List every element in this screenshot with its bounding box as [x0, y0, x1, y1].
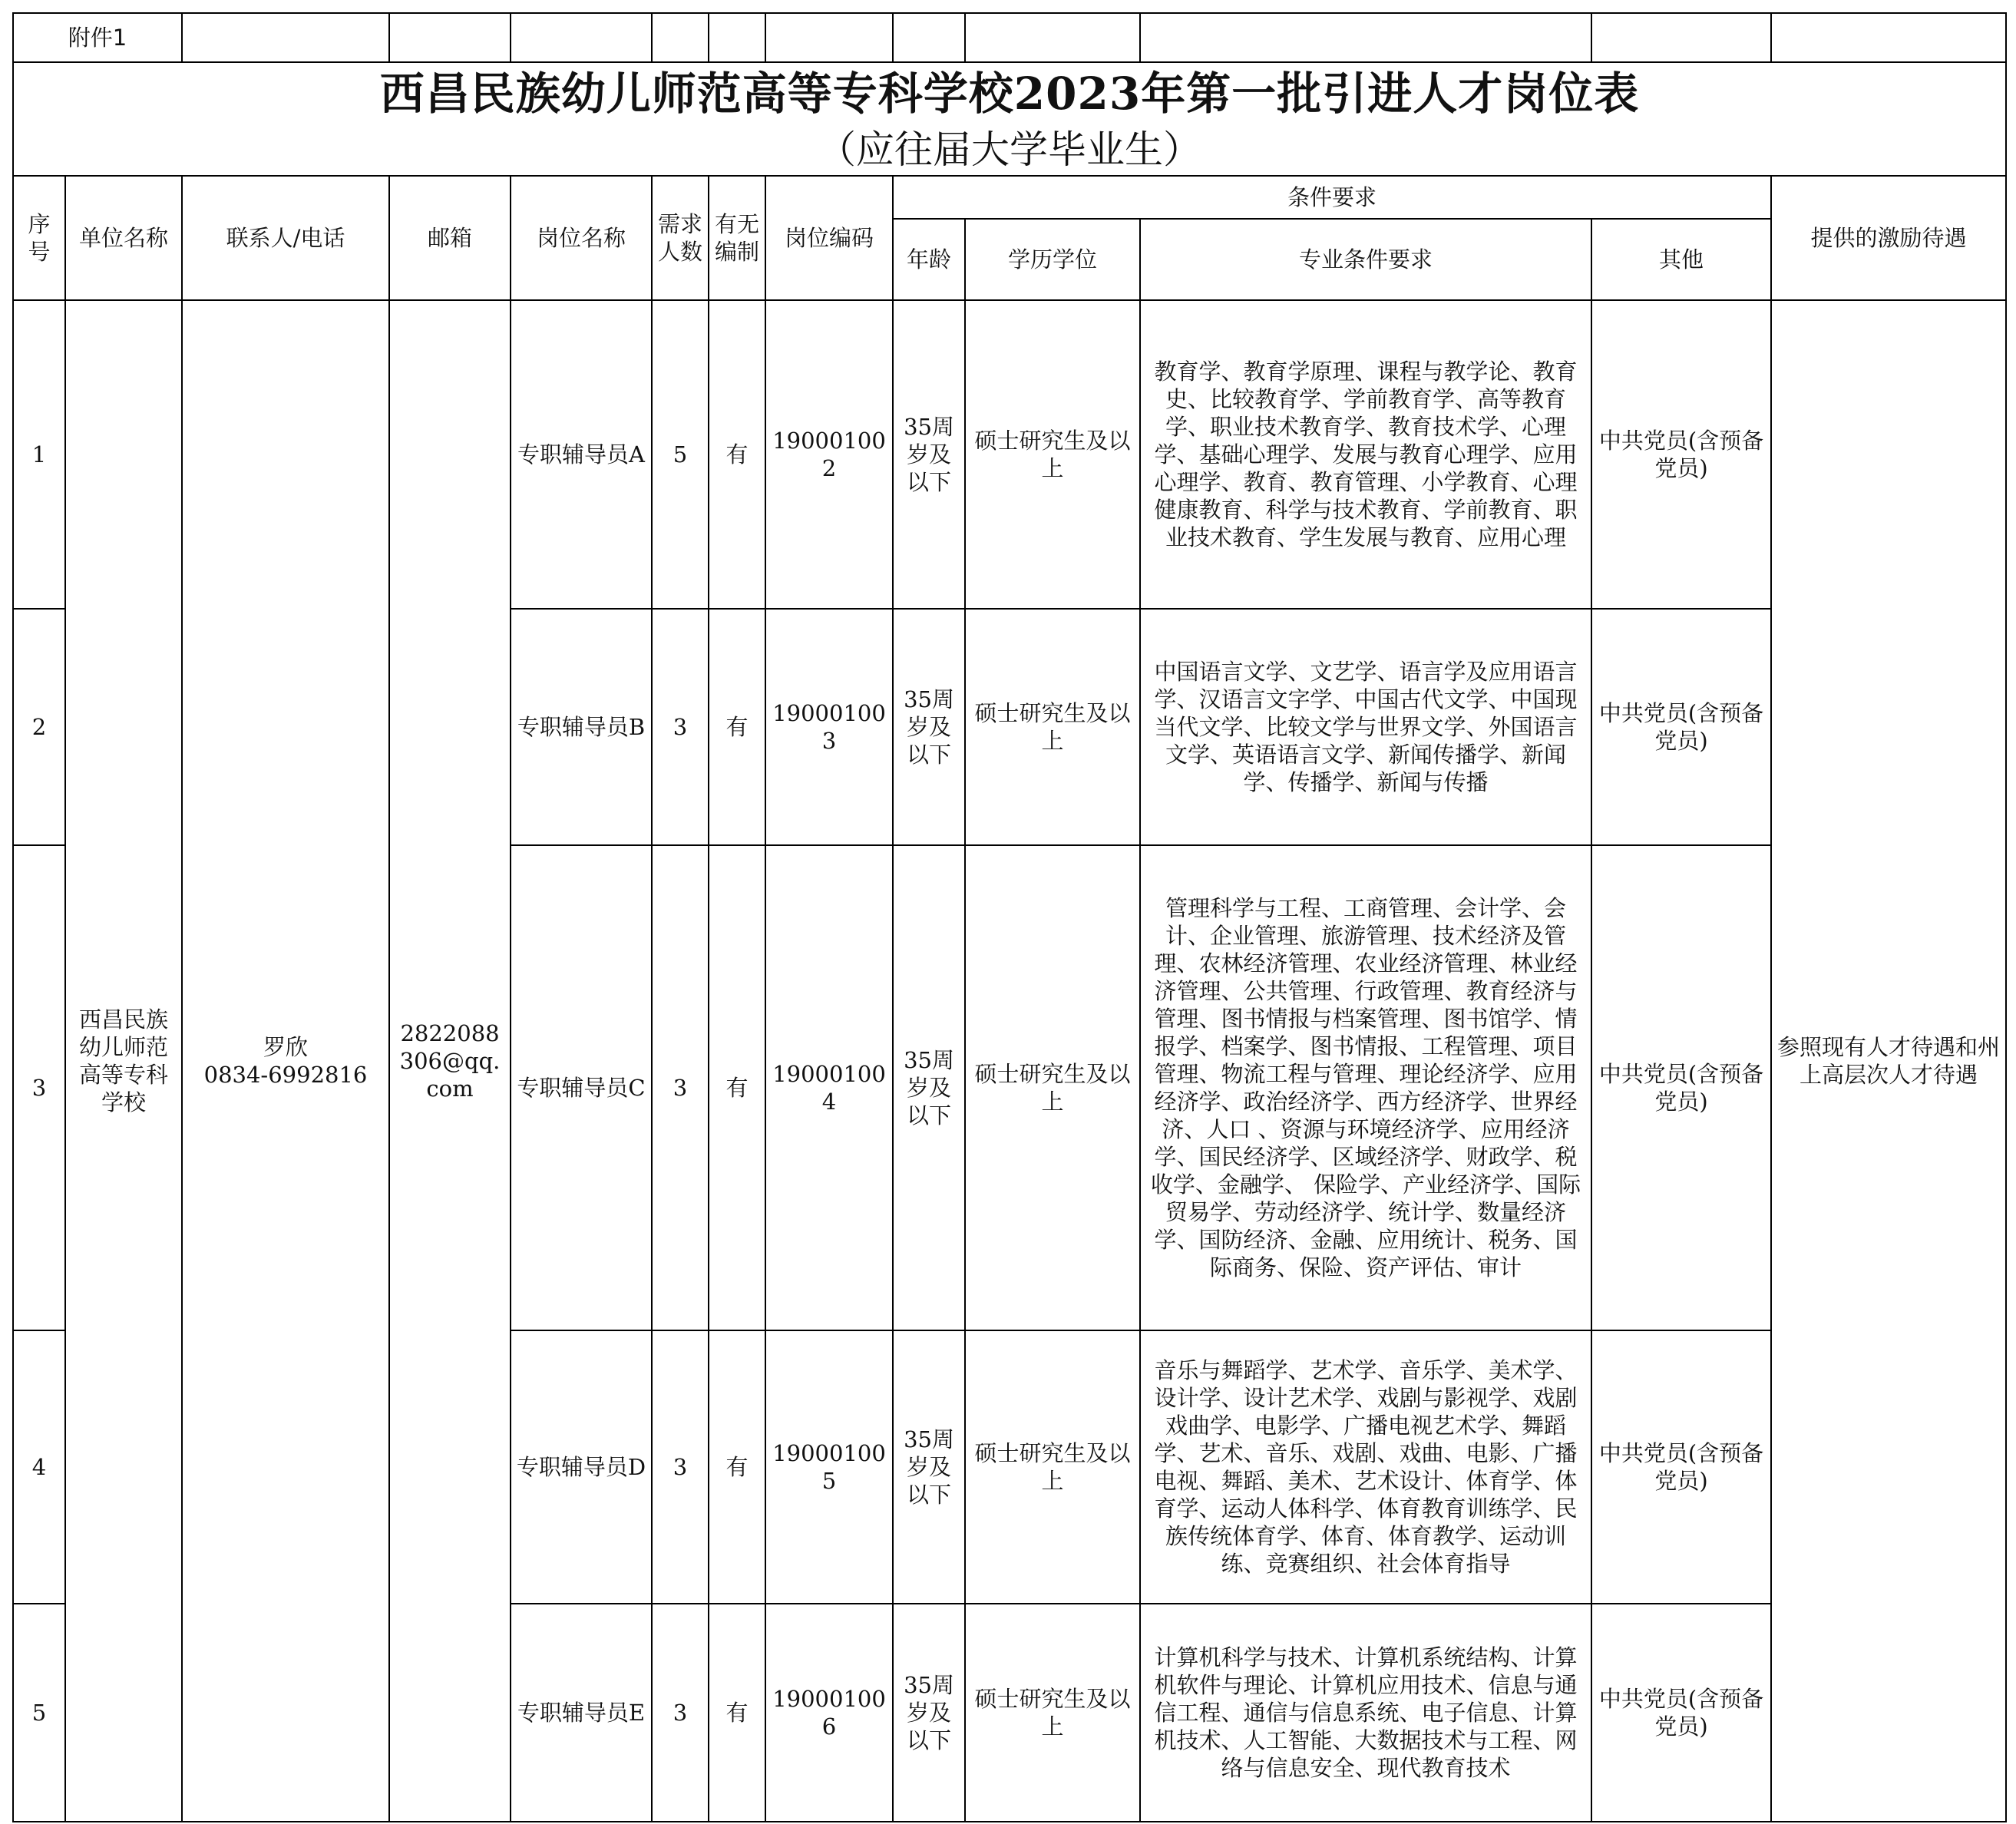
benefits-text: 参照现有人才待遇和州上高层次人才待遇: [1771, 300, 2006, 1822]
row-major: 音乐与舞蹈学、艺术学、音乐学、美术学、设计学、设计艺术学、戏剧与影视学、戏剧戏曲学、电影学、广播电视艺术学、舞蹈学、艺术、音乐、戏剧、戏曲、电影、广播电视、舞蹈、美术、艺术设计、体育学、体育学、运动人体科学、体育教育训练学、民族传统体育学、体育、体育教学、运动训练、竞赛组织、社会体育指导: [1140, 1330, 1591, 1604]
header-conditions: 条件要求: [893, 176, 1771, 219]
header-education: 学历学位: [965, 219, 1140, 300]
row-establishment: 有: [709, 609, 765, 845]
row-post-code: 190001002: [765, 300, 893, 609]
attachment-label: 附件1: [13, 13, 182, 62]
row-education: 硕士研究生及以上: [965, 1330, 1140, 1604]
row-age: 35周岁及以下: [893, 1604, 965, 1822]
email-address: 2822088306@qq.com: [389, 300, 511, 1822]
header-seq: 序号: [13, 176, 65, 300]
row-major: 中国语言文学、文艺学、语言学及应用语言学、汉语言文字学、中国古代文学、中国现当代文学、比较文学与世界文学、外国语言文学、英语语言文学、新闻传播学、新闻学、传播学、新闻与传播: [1140, 609, 1591, 845]
row-post-name: 专职辅导员D: [511, 1330, 652, 1604]
row-post-name: 专职辅导员A: [511, 300, 652, 609]
row-establishment: 有: [709, 1330, 765, 1604]
page-subtitle: （应往届大学毕业生）: [818, 127, 1201, 172]
row-other: 中共党员(含预备党员): [1591, 1604, 1771, 1822]
header-benefits: 提供的激励待遇: [1771, 176, 2006, 300]
header-post-code: 岗位编码: [765, 176, 893, 300]
row-seq: 4: [13, 1330, 65, 1604]
row-education: 硕士研究生及以上: [965, 1604, 1140, 1822]
page-title: 西昌民族幼儿师范高等专科学校2023年第一批引进人才岗位表: [379, 68, 1640, 120]
row-demand: 3: [652, 1604, 709, 1822]
unit-name: 西昌民族幼儿师范高等专科学校: [65, 300, 182, 1822]
header-major: 专业条件要求: [1140, 219, 1591, 300]
table-row: [13, 300, 2006, 609]
header-email: 邮箱: [389, 176, 511, 300]
row-education: 硕士研究生及以上: [965, 300, 1140, 609]
row-post-name: 专职辅导员E: [511, 1604, 652, 1822]
row-demand: 5: [652, 300, 709, 609]
row-major: 教育学、教育学原理、课程与教学论、教育史、比较教育学、学前教育学、高等教育学、职业技术教育学、教育技术学、心理学、基础心理学、发展与教育心理学、应用心理学、教育、教育管理、小学教育、心理健康教育、科学与技术教育、学前教育、职业技术教育、学生发展与教育、应用心理: [1140, 300, 1591, 609]
row-post-code: 190001003: [765, 609, 893, 845]
row-demand: 3: [652, 845, 709, 1330]
row-post-name: 专职辅导员C: [511, 845, 652, 1330]
header-contact: 联系人/电话: [182, 176, 389, 300]
row-age: 35周岁及以下: [893, 609, 965, 845]
row-other: 中共党员(含预备党员): [1591, 845, 1771, 1330]
label-row: [13, 13, 2006, 62]
row-post-code: 190001006: [765, 1604, 893, 1822]
header-post-name: 岗位名称: [511, 176, 652, 300]
row-seq: 1: [13, 300, 65, 609]
row-establishment: 有: [709, 845, 765, 1330]
header-age: 年龄: [893, 219, 965, 300]
contact-info: 罗欣 0834-6992816: [182, 300, 389, 1822]
row-seq: 5: [13, 1604, 65, 1822]
row-seq: 2: [13, 609, 65, 845]
row-establishment: 有: [709, 300, 765, 609]
row-age: 35周岁及以下: [893, 300, 965, 609]
row-education: 硕士研究生及以上: [965, 609, 1140, 845]
title-cell: [13, 62, 2006, 176]
row-age: 35周岁及以下: [893, 1330, 965, 1604]
row-seq: 3: [13, 845, 65, 1330]
row-other: 中共党员(含预备党员): [1591, 300, 1771, 609]
row-demand: 3: [652, 1330, 709, 1604]
header-demand: 需求人数: [652, 176, 709, 300]
row-establishment: 有: [709, 1604, 765, 1822]
title-row: [13, 62, 2006, 176]
row-demand: 3: [652, 609, 709, 845]
header-other: 其他: [1591, 219, 1771, 300]
row-age: 35周岁及以下: [893, 845, 965, 1330]
row-other: 中共党员(含预备党员): [1591, 1330, 1771, 1604]
row-post-code: 190001004: [765, 845, 893, 1330]
header-establishment: 有无编制: [709, 176, 765, 300]
row-major: 管理科学与工程、工商管理、会计学、会计、企业管理、旅游管理、技术经济及管理、农林经济管理、农业经济管理、林业经济管理、公共管理、行政管理、教育经济与管理、图书情报与档案管理、图书馆学、情报学、档案学、图书情报、工程管理、项目管理、物流工程与管理、理论经济学、应用经济学、政治经济学、西方经济学、世界经济、人口 、资源与环境经济学、应用经济学、国民经济学、区域经济学、财政学、税收学、金融学、 保险学、产业经济学、国际贸易学、劳动经济学、统计学、数量经济学、国防经济、金融、应用统计、税务、国际商务、保险、资产评估、审计: [1140, 845, 1591, 1330]
row-major: 计算机科学与技术、计算机系统结构、计算机软件与理论、计算机应用技术、信息与通信工程、通信与信息系统、电子信息、计算机技术、人工智能、大数据技术与工程、网络与信息安全、现代教育技术: [1140, 1604, 1591, 1822]
header-unit: 单位名称: [65, 176, 182, 300]
recruitment-table: [12, 12, 2007, 1822]
row-post-name: 专职辅导员B: [511, 609, 652, 845]
header-row-1: [13, 176, 2006, 219]
row-education: 硕士研究生及以上: [965, 845, 1140, 1330]
row-post-code: 190001005: [765, 1330, 893, 1604]
row-other: 中共党员(含预备党员): [1591, 609, 1771, 845]
